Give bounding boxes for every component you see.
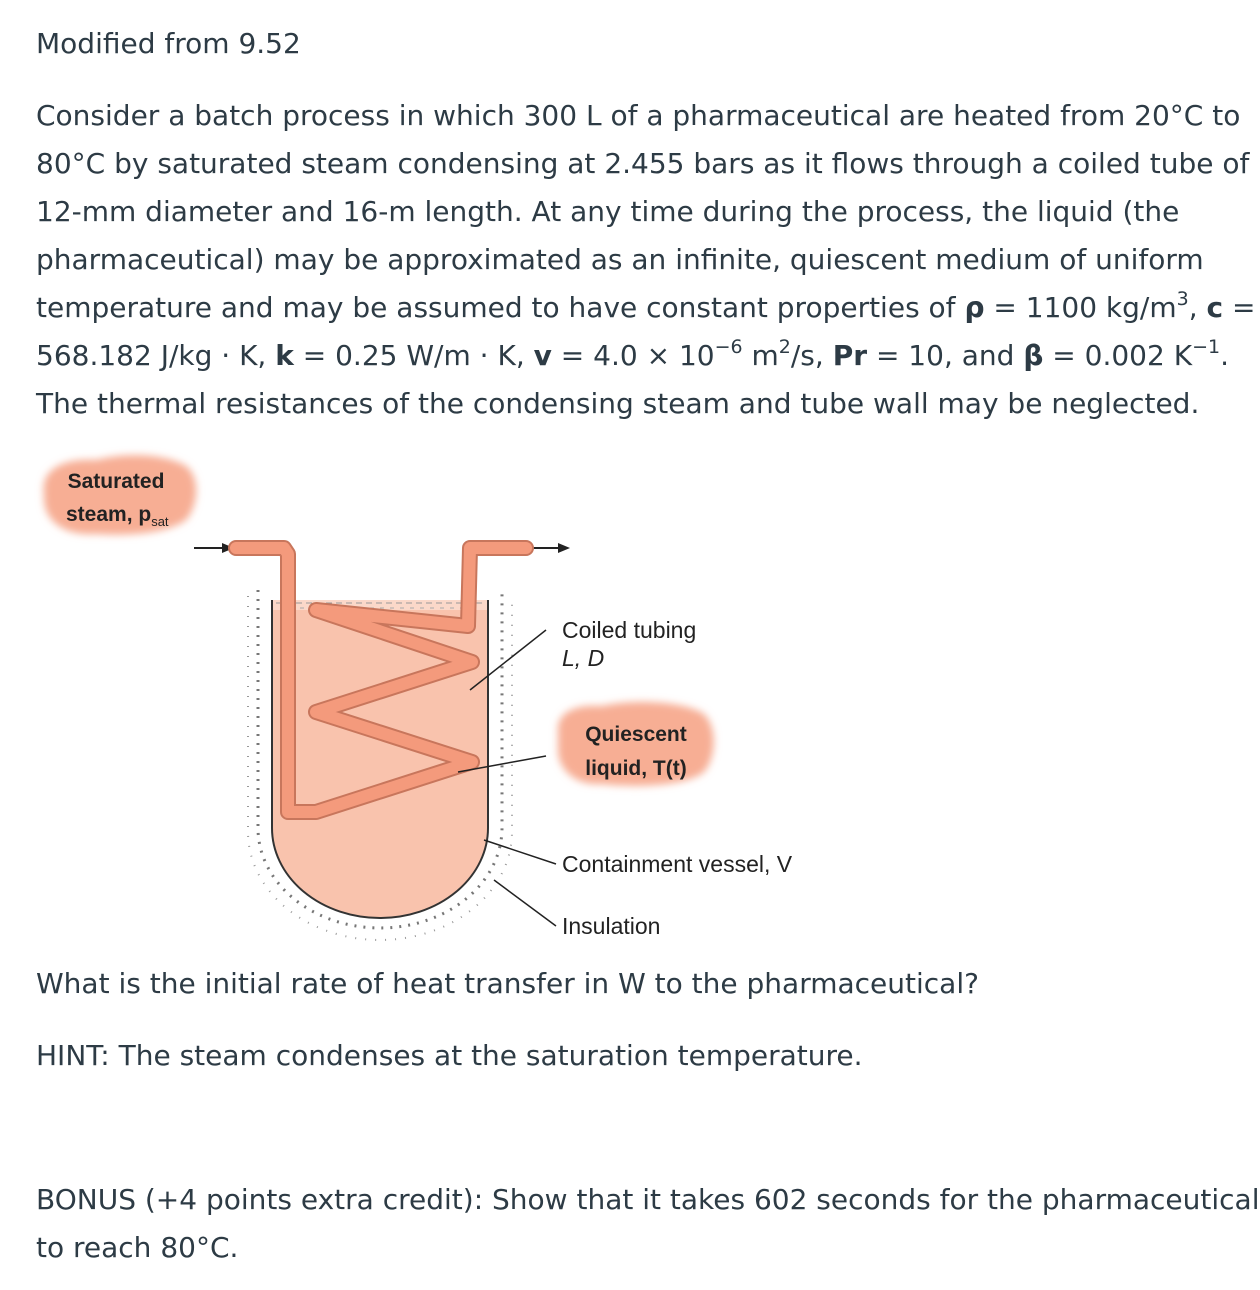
- c-symbol: c: [1206, 291, 1224, 324]
- pr-symbol: Pr: [832, 339, 868, 372]
- steam-label-text: steam, p: [66, 503, 152, 526]
- bonus-line-2: to reach 80°C.: [36, 1231, 239, 1264]
- problem-line-5: [36, 284, 1256, 332]
- beta-value: = 0.002 K: [1043, 339, 1193, 372]
- rho-symbol: ρ: [964, 291, 985, 324]
- bonus-text: [36, 1176, 1260, 1272]
- beta-tail: .: [1220, 339, 1229, 372]
- vessel-label: Containment vessel, V: [562, 851, 793, 877]
- problem-line-1: Consider a batch process in which 300 L of a pharmaceutical are heated from 20°C to: [36, 99, 1241, 132]
- c-separator: ,: [1188, 291, 1207, 324]
- coiled-label-2: L, D: [562, 645, 605, 671]
- c-equals: =: [1223, 291, 1256, 324]
- hint-text: HINT: The steam condenses at the saturation temperature.: [36, 1039, 863, 1072]
- problem-statement: [36, 92, 1256, 428]
- liquid-cloud: [558, 702, 714, 786]
- beta-symbol: β: [1023, 339, 1044, 372]
- nu-value: = 4.0 × 10: [551, 339, 715, 372]
- nu-units-exponent: 2: [778, 335, 791, 358]
- problem-heading: Modified from 9.52: [36, 27, 301, 60]
- steam-cloud: [44, 455, 197, 534]
- rho-exponent: 3: [1176, 287, 1189, 310]
- steam-label-sub: sat: [151, 514, 169, 529]
- problem-line-4: pharmaceutical) may be approximated as an infinite, quiescent medium of uniform: [36, 243, 1204, 276]
- heat-exchanger-figure: [36, 450, 836, 950]
- beta-exponent: −1: [1192, 335, 1221, 358]
- problem-line-6: [36, 332, 1230, 380]
- c-value: 568.182 J/kg · K,: [36, 339, 276, 372]
- vessel-diagram: [36, 450, 836, 950]
- question-text: What is the initial rate of heat transfer in W to the pharmaceutical?: [36, 967, 979, 1000]
- insulation-leader: [494, 880, 556, 926]
- nu-exponent: −6: [714, 335, 743, 358]
- liquid-label-1: Quiescent: [585, 723, 687, 746]
- rho-value: = 1100 kg/m: [984, 291, 1177, 324]
- vessel-leader: [484, 840, 556, 864]
- pr-value: = 10, and: [867, 339, 1024, 372]
- insulation-label: Insulation: [562, 913, 661, 939]
- problem-line-7: The thermal resistances of the condensing steam and tube wall may be neglected.: [36, 387, 1200, 420]
- liquid-label-2: liquid, T(t): [585, 757, 687, 780]
- steam-label-1: Saturated: [67, 470, 165, 493]
- outlet-arrow: [530, 543, 570, 553]
- nu-symbol: v: [533, 339, 552, 372]
- line5-text: temperature and may be assumed to have constant properties of: [36, 291, 965, 324]
- nu-units-tail: /s,: [790, 339, 833, 372]
- problem-line-3: 12-mm diameter and 16-m length. At any time during the process, the liquid (the: [36, 195, 1180, 228]
- nu-units: m: [742, 339, 779, 372]
- k-symbol: k: [275, 339, 294, 372]
- problem-line-2: 80°C by saturated steam condensing at 2.455 bars as it flows through a coiled tube of: [36, 147, 1250, 180]
- k-value: = 0.25 W/m · K,: [293, 339, 534, 372]
- coiled-label-1: Coiled tubing: [562, 617, 697, 643]
- bonus-line-1: BONUS (+4 points extra credit): Show that it takes 602 seconds for the pharmaceutical: [36, 1183, 1260, 1216]
